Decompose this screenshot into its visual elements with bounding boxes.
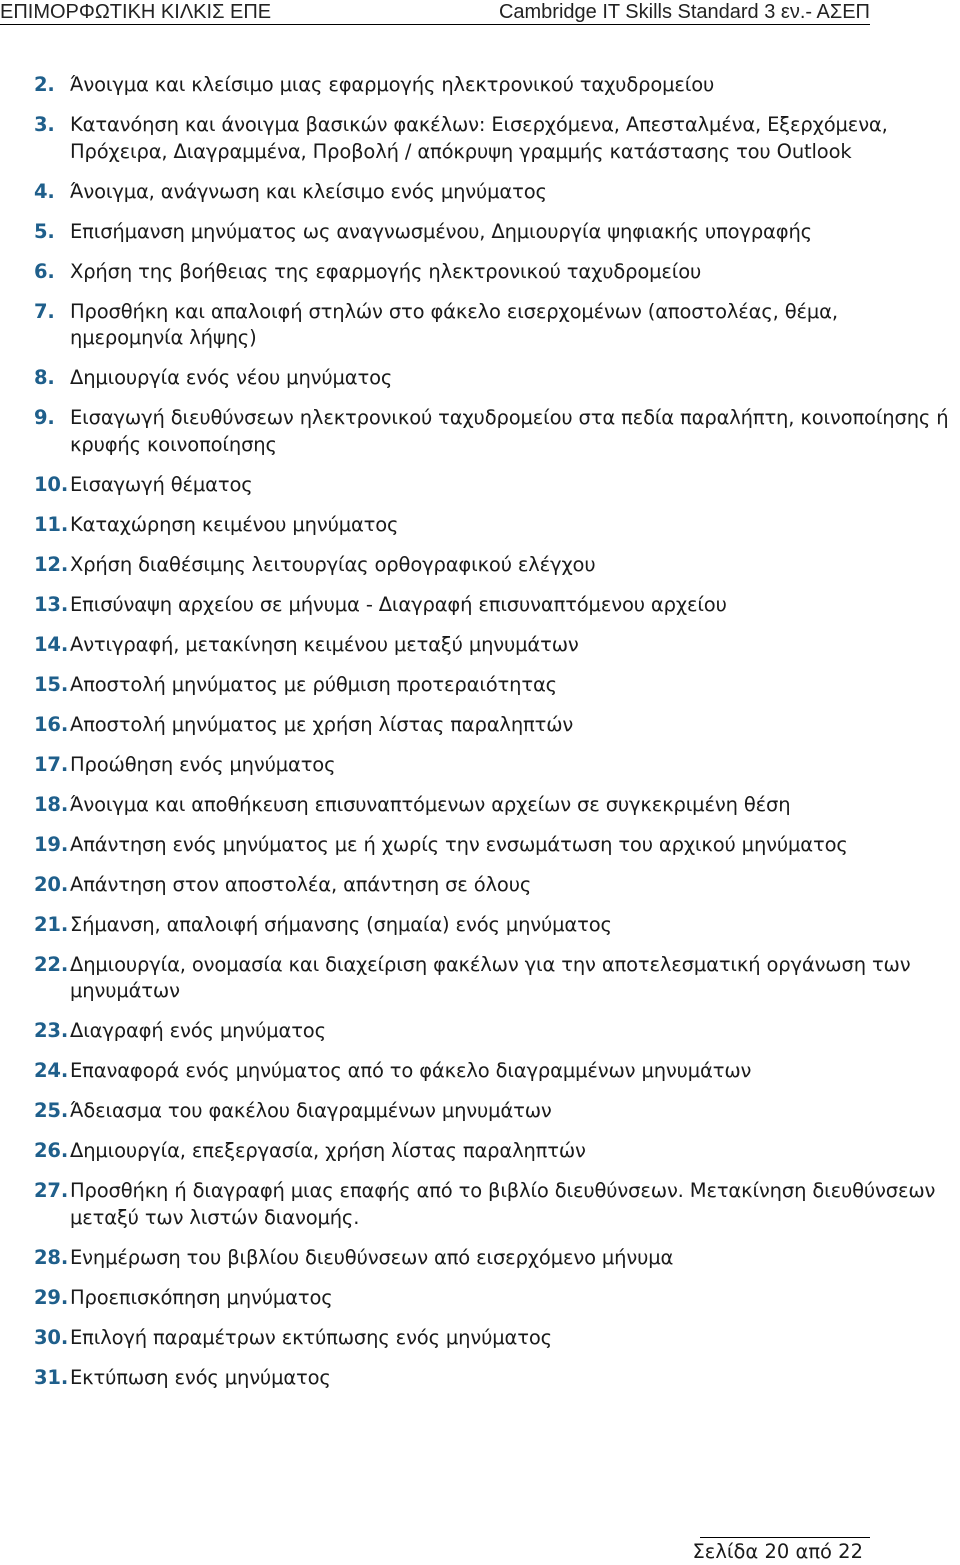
item-text: Άνοιγμα, ανάγνωση και κλείσιμο ενός μηνύματος	[70, 179, 547, 203]
item-text: Απάντηση ενός μηνύματος με ή χωρίς την ενσωμάτωση του αρχικού μηνύματος	[70, 832, 848, 856]
item-number: 19.	[34, 832, 69, 856]
item-number: 28.	[34, 1245, 69, 1269]
item-number: 27.	[34, 1179, 69, 1202]
item-number: 22.	[34, 952, 69, 976]
item-text: Προσθήκη ή διαγραφή μιας επαφής από το βιβλίο διευθύνσεων. Μετακίνηση διευθύνσεων μεταξύ των λιστών διανομής.	[70, 1179, 936, 1229]
item-number: 8.	[34, 366, 55, 389]
list-item	[34, 792, 956, 819]
item-text: Χρήση της βοήθειας της εφαρμογής ηλεκτρονικού ταχυδρομείου	[70, 259, 702, 283]
list-item	[34, 72, 956, 99]
list-item	[34, 552, 956, 579]
item-text: Καταχώρηση κειμένου μηνύματος	[70, 512, 399, 536]
list-item	[34, 1365, 956, 1392]
item-number: 23.	[34, 1019, 69, 1042]
item-number: 31.	[34, 1365, 69, 1389]
list-item	[34, 512, 956, 539]
item-text: Επαναφορά ενός μηνύματος από το φάκελο διαγραμμένων μηνυμάτων	[70, 1059, 752, 1082]
item-number: 2.	[34, 73, 55, 96]
list-item	[34, 472, 956, 499]
item-text: Κατανόηση και άνοιγμα βασικών φακέλων: Εισερχόμενα, Απεσταλμένα, Εξερχόμενα, Πρόχειρα, Διαγραμμένα, Προβολή / απόκρυψη γραμμής κατάστασης του Outlook	[70, 113, 888, 163]
item-text: Δημιουργία, ονομασία και διαχείριση φακέλων για την αποτελεσματική οργάνωση των μηνυμάτων	[70, 952, 911, 1002]
item-text: Άνοιγμα και κλείσιμο μιας εφαρμογής ηλεκτρονικού ταχυδρομείου	[70, 73, 715, 96]
item-number: 21.	[34, 912, 69, 936]
item-text: Διαγραφή ενός μηνύματος	[70, 1019, 326, 1042]
list-item	[34, 632, 956, 659]
item-text: Αποστολή μηνύματος με χρήση λίστας παραληπτών	[70, 712, 574, 736]
item-number: 25.	[34, 1099, 69, 1122]
list-item	[34, 912, 956, 939]
item-text: Αποστολή μηνύματος με ρύθμιση προτεραιότητας	[70, 672, 557, 696]
page-header	[0, 0, 870, 25]
item-number: 26.	[34, 1139, 69, 1162]
item-number: 16.	[34, 712, 69, 736]
item-number: 15.	[34, 672, 69, 696]
list-item	[34, 1285, 956, 1312]
header-company: ΕΠΙΜΟΡΦΩΤΙΚΗ ΚΙΛΚΙΣ ΕΠΕ	[0, 1, 272, 23]
item-text: Αντιγραφή, μετακίνηση κειμένου μεταξύ μηνυμάτων	[70, 632, 579, 656]
item-text: Χρήση διαθέσιμης λειτουργίας ορθογραφικού ελέγχου	[70, 552, 596, 576]
item-text: Εισαγωγή διευθύνσεων ηλεκτρονικού ταχυδρομείου στα πεδία παραλήπτη, κοινοποίησης ή κρυφής κοινοποίησης	[70, 406, 949, 456]
list-item	[34, 952, 956, 1005]
item-number: 7.	[34, 299, 55, 323]
item-number: 9.	[34, 406, 55, 429]
item-text: Προσθήκη και απαλοιφή στηλών στο φάκελο εισερχομένων (αποστολέας, θέμα, ημερομηνία λήψης)	[70, 299, 838, 349]
list-item	[34, 752, 956, 779]
item-text: Σήμανση, απαλοιφή σήμανσης (σημαία) ενός μηνύματος	[70, 912, 612, 936]
topic-list	[34, 72, 956, 1405]
list-item	[34, 1325, 956, 1352]
item-text: Δημιουργία ενός νέου μηνύματος	[70, 366, 393, 389]
list-item	[34, 112, 956, 165]
list-item	[34, 672, 956, 699]
item-number: 10.	[34, 472, 69, 496]
item-text: Επισύναψη αρχείου σε μήνυμα - Διαγραφή επισυναπτόμενου αρχείου	[70, 592, 727, 616]
list-item	[34, 1098, 956, 1125]
item-number: 6.	[34, 259, 55, 283]
header-course: Cambridge IT Skills Standard 3 εν.- ΑΣΕΠ	[498, 1, 870, 23]
item-number: 11.	[34, 512, 69, 536]
page-number: Σελίδα 20 από 22	[692, 1540, 863, 1563]
item-number: 4.	[34, 179, 55, 203]
item-text: Επισήμανση μηνύματος ως αναγνωσμένου, Δημιουργία ψηφιακής υπογραφής	[70, 219, 812, 243]
item-text: Άνοιγμα και αποθήκευση επισυναπτόμενων αρχείων σε συγκεκριμένη θέση	[70, 792, 791, 816]
footer-divider	[700, 1537, 870, 1538]
list-item	[34, 219, 956, 246]
item-text: Άδειασμα του φακέλου διαγραμμένων μηνυμάτων	[70, 1099, 552, 1122]
item-number: 18.	[34, 792, 69, 816]
item-number: 14.	[34, 632, 69, 656]
item-number: 30.	[34, 1325, 69, 1349]
list-item	[34, 179, 956, 206]
item-number: 24.	[34, 1059, 69, 1082]
item-number: 3.	[34, 113, 55, 136]
list-item	[34, 712, 956, 739]
list-item	[34, 1058, 956, 1085]
list-item	[34, 405, 956, 458]
item-text: Προώθηση ενός μηνύματος	[70, 752, 336, 776]
item-number: 17.	[34, 752, 69, 776]
list-item	[34, 832, 956, 859]
item-text: Εκτύπωση ενός μηνύματος	[70, 1365, 331, 1389]
list-item	[34, 592, 956, 619]
item-text: Προεπισκόπηση μηνύματος	[70, 1285, 333, 1309]
item-text: Εισαγωγή θέματος	[70, 472, 253, 496]
item-number: 13.	[34, 592, 69, 616]
item-text: Απάντηση στον αποστολέα, απάντηση σε όλους	[70, 872, 532, 896]
item-number: 12.	[34, 552, 69, 576]
list-item	[34, 872, 956, 899]
list-item	[34, 259, 956, 286]
item-number: 5.	[34, 219, 55, 243]
item-text: Ενημέρωση του βιβλίου διευθύνσεων από εισερχόμενο μήνυμα	[70, 1245, 674, 1269]
list-item	[34, 1018, 956, 1045]
list-item	[34, 1138, 956, 1165]
list-item	[34, 365, 956, 392]
list-item	[34, 299, 956, 352]
item-text: Δημιουργία, επεξεργασία, χρήση λίστας παραληπτών	[70, 1139, 586, 1162]
item-number: 20.	[34, 872, 69, 896]
list-item	[34, 1178, 956, 1231]
item-number: 29.	[34, 1285, 69, 1309]
list-item	[34, 1245, 956, 1272]
item-text: Επιλογή παραμέτρων εκτύπωσης ενός μηνύματος	[70, 1325, 552, 1349]
